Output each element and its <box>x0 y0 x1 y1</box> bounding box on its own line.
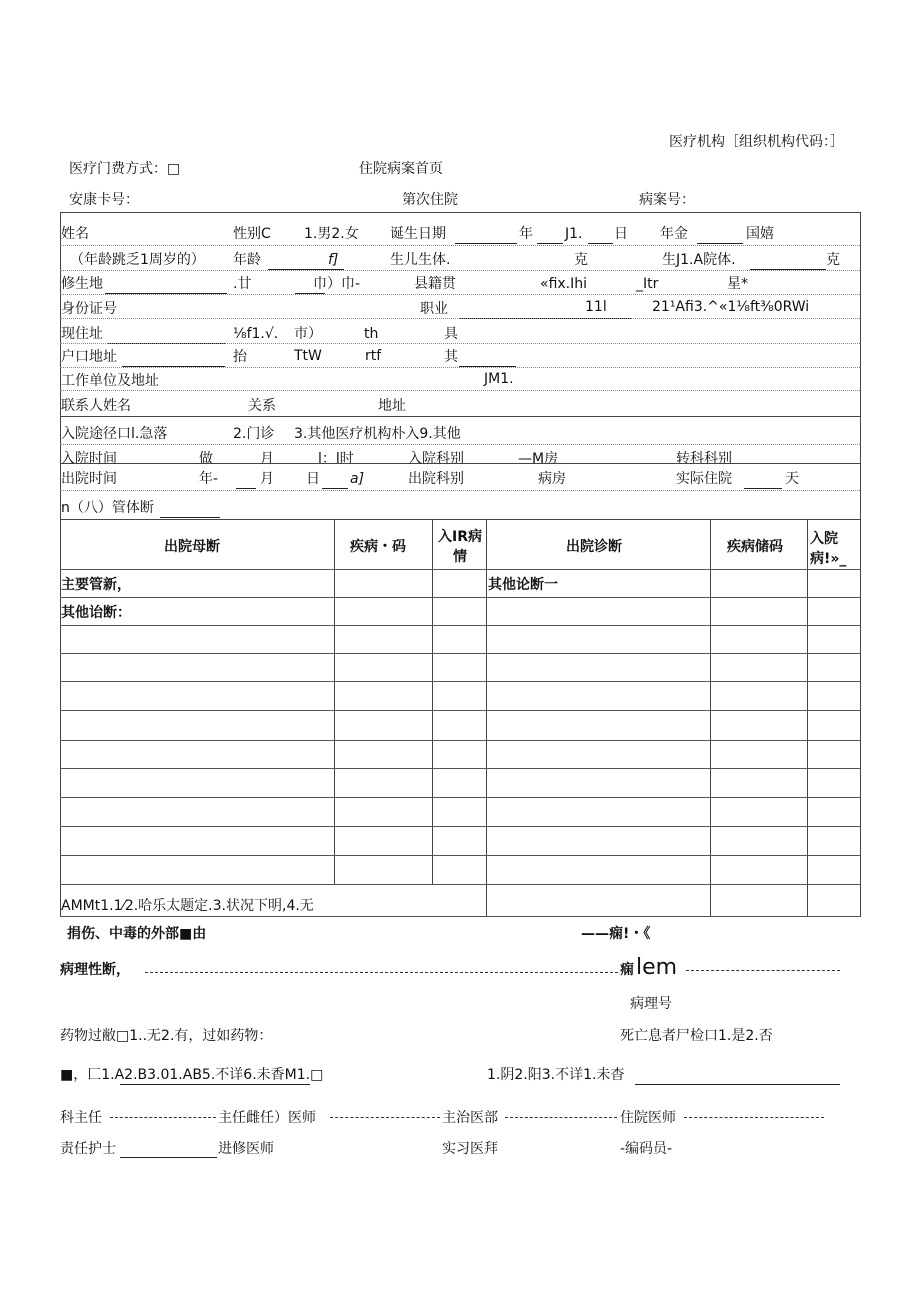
admission-route-opd: 2.门诊 <box>233 426 275 442</box>
admission-year-label: 做 <box>199 451 213 467</box>
table-row <box>60 597 860 598</box>
pathology-number-label: 病理号 <box>630 996 672 1012</box>
table-row <box>60 768 860 769</box>
nationality-label: 国嬉 <box>746 226 774 242</box>
pathology-number-field[interactable] <box>686 970 840 971</box>
birth-year-field[interactable] <box>455 243 517 244</box>
outpatient-diagnosis-label: n（八）管体断 <box>61 500 154 516</box>
infant-age-label: （年龄跳乏1周岁的） <box>70 252 205 268</box>
other-diagnosis-right-label: 其他论断一 <box>488 577 558 593</box>
household-county: 其 <box>444 349 458 365</box>
discharge-day-field[interactable] <box>236 488 256 489</box>
work-unit-label: 工作单位及地址 <box>61 373 159 389</box>
table-row <box>60 826 860 827</box>
table-col-line <box>486 519 487 917</box>
birth-date-label: 诞生日期 <box>390 226 446 242</box>
attending-physician-field[interactable] <box>505 1117 617 1118</box>
current-address-th: th <box>364 326 379 342</box>
table-col-line <box>432 519 433 885</box>
name-label: 姓名 <box>61 226 89 242</box>
occupation-label: 职业 <box>420 301 448 317</box>
admission-route-label: 入院途径口l.急落 <box>61 426 168 442</box>
table-bottom-border <box>60 916 860 917</box>
age-label: 年金 <box>660 226 688 242</box>
table-row <box>60 740 860 741</box>
admission-hour-label: l：l时 <box>318 451 354 467</box>
county-native-label: 县籍贯 <box>414 276 456 292</box>
province-mark: .廿 <box>233 276 252 292</box>
payment-method-label: 医疗门费方式：□ <box>69 161 181 177</box>
contact-address-label: 地址 <box>378 398 406 414</box>
discharge-hour-field[interactable] <box>322 488 348 489</box>
household-city: TtW <box>294 348 322 364</box>
discharge-time-label: 出院时间 <box>61 471 117 487</box>
discharge-diagnosis-header-right: 出院诊断 <box>566 539 622 555</box>
stay-days-label: 天 <box>785 471 799 487</box>
row-divider <box>60 490 860 491</box>
resident-physician-label: 住院医师 <box>620 1110 676 1126</box>
household-rtf: rtf <box>365 348 382 364</box>
household-province: 抬 <box>233 349 247 365</box>
age-field[interactable] <box>697 243 743 244</box>
discharge-day-label: 日 <box>306 471 320 487</box>
birth-day-field[interactable] <box>588 243 613 244</box>
row-divider <box>60 390 860 391</box>
row-divider <box>60 367 860 368</box>
form-top-border <box>60 212 860 213</box>
rh-field[interactable] <box>635 1084 840 1085</box>
main-diagnosis-label: 主要管新， <box>61 577 131 593</box>
admission-time-label: 入院时间 <box>61 451 117 467</box>
rh-label: 1.阴2.阳3.不详1.未杳 <box>487 1067 625 1083</box>
admission-count-label: 第次住院 <box>402 192 458 208</box>
relation-label: 关系 <box>248 398 276 414</box>
coder-label: -编码员- <box>620 1141 673 1157</box>
dept-head-label: 科主任 <box>60 1110 102 1126</box>
work-unit-value: JM1. <box>484 371 514 387</box>
drug-allergy-label: 药物过敝□1..无2.有，过如药物： <box>60 1028 273 1044</box>
household-address-label: 户口地址 <box>61 349 117 365</box>
admission-month-label: 月 <box>260 451 274 467</box>
pathology-mid-mark: 痫 <box>620 962 634 978</box>
attending-physician-label: 主治医部 <box>442 1110 498 1126</box>
day-label: 日 <box>614 226 628 242</box>
id-code-text: 21¹Afi3.^«1⅛ft⅜0RWi <box>652 299 810 315</box>
age-months-label: 年龄 <box>233 252 261 268</box>
health-card-label: 安康卡号： <box>69 192 139 208</box>
injury-cause-label: 捐伤、中毒的外部■由 <box>67 926 207 942</box>
advanced-physician-label: 进修医师 <box>218 1141 274 1157</box>
birth-weight-unit: 克 <box>574 252 588 268</box>
table-row <box>60 884 860 885</box>
transfer-dept-label: 转科科别 <box>676 451 732 467</box>
current-address-county: 具 <box>444 326 458 342</box>
row-divider <box>60 463 860 464</box>
table-row <box>60 681 860 682</box>
nurse-field[interactable] <box>120 1157 217 1158</box>
month-label: J1. <box>565 226 583 242</box>
row-divider <box>60 318 860 319</box>
native-city-text: _Itr <box>636 276 659 292</box>
pathology-diagnosis-field[interactable] <box>145 972 618 973</box>
resident-physician-field[interactable] <box>684 1117 824 1118</box>
discharge-ward-label: 病房 <box>538 471 566 487</box>
sex-options: 1.男2.女 <box>304 226 359 242</box>
table-top-border <box>60 519 860 520</box>
actual-stay-field[interactable] <box>744 488 782 489</box>
row-divider <box>60 416 860 417</box>
disease-code-header-right: 疾病储码 <box>727 539 783 555</box>
intern-label: 实习医拜 <box>442 1141 498 1157</box>
occupation-code: 11l <box>585 299 607 315</box>
table-col-line <box>710 519 711 917</box>
id-number-label: 身份证号 <box>61 301 117 317</box>
current-address-label: 现住址 <box>61 326 103 342</box>
row-divider <box>60 444 860 445</box>
admission-condition-header: 入IR病情 <box>438 529 482 565</box>
condition-footnote: AMMt1.1⁄2.哈乐太题定.3.状况下明,4.无 <box>61 898 314 914</box>
row-divider <box>60 270 860 271</box>
admission-weight-unit: 克 <box>826 252 840 268</box>
native-star-text: 星* <box>727 276 748 292</box>
discharge-year-label: 年- <box>199 471 219 487</box>
table-row <box>60 625 860 626</box>
table-col-line <box>334 519 335 885</box>
admission-route-other: 3.其他医疗机构朴入9.其他 <box>294 426 461 442</box>
outpatient-diagnosis-field[interactable] <box>160 517 220 518</box>
blood-type-field[interactable] <box>120 1084 310 1085</box>
year-label: 年 <box>519 226 533 242</box>
discharge-hour-mark: a] <box>350 471 365 487</box>
other-diagnosis-label: 其他诒断： <box>61 605 131 621</box>
birth-month-field[interactable] <box>537 243 563 244</box>
dept-head-field[interactable] <box>110 1117 216 1118</box>
admission-weight-label: 生J1.A院体. <box>662 252 736 268</box>
admission-ward-label: —M房 <box>518 451 559 467</box>
discharge-diagnosis-header: 出院母断 <box>164 539 220 555</box>
chief-physician-label: 主任雌任）医师 <box>218 1110 316 1126</box>
row-divider <box>60 343 860 344</box>
row-divider <box>60 294 860 295</box>
discharge-dept-label: 出院科别 <box>408 471 464 487</box>
case-number-label: 病案号： <box>639 192 695 208</box>
table-row <box>60 710 860 711</box>
city-label: 巾）巾- <box>313 276 361 292</box>
chief-physician-field[interactable] <box>330 1117 440 1118</box>
table-row <box>60 797 860 798</box>
current-address-province: ⅛f1.√. <box>233 326 279 342</box>
birth-weight-label: 生儿生体. <box>390 252 451 268</box>
table-row <box>60 569 860 570</box>
form-right-border <box>860 212 861 917</box>
birthplace-label: 修生地 <box>61 276 103 292</box>
injury-cause-right: ——痫!・《 <box>581 926 651 942</box>
native-province-text: «fix.Ihi <box>540 276 588 292</box>
sex-label: 性别C <box>233 226 271 242</box>
admission-dept-label: 入院科别 <box>408 451 464 467</box>
table-col-line <box>807 519 808 917</box>
contact-name-label: 联系人姓名 <box>61 398 131 414</box>
autopsy-label: 死亡息者尸检口1.是2.否 <box>620 1028 773 1044</box>
pathology-lem-text: lem <box>636 955 678 980</box>
disease-code-header: 疾病・码 <box>350 539 406 555</box>
actual-stay-label: 实际住院 <box>676 471 732 487</box>
discharge-month-label: 月 <box>260 471 274 487</box>
pathology-diagnosis-label: 病理性断， <box>60 962 130 978</box>
nurse-label: 责任护士 <box>60 1141 116 1157</box>
row-divider <box>60 245 860 246</box>
table-row <box>60 855 860 856</box>
age-months-value: f] <box>328 252 339 268</box>
current-address-city: 市） <box>294 326 322 342</box>
table-row <box>60 653 860 654</box>
page-title: 住院病案首页 <box>359 161 443 177</box>
blood-type-label: ■，匚1.A2.B3.01.AB5.不详6.未香M1.□ <box>60 1067 324 1083</box>
admission-condition-header-right: 入院病!»_ <box>810 531 847 567</box>
org-code-label: 医疗机构［组织机构代码：］ <box>669 134 844 150</box>
